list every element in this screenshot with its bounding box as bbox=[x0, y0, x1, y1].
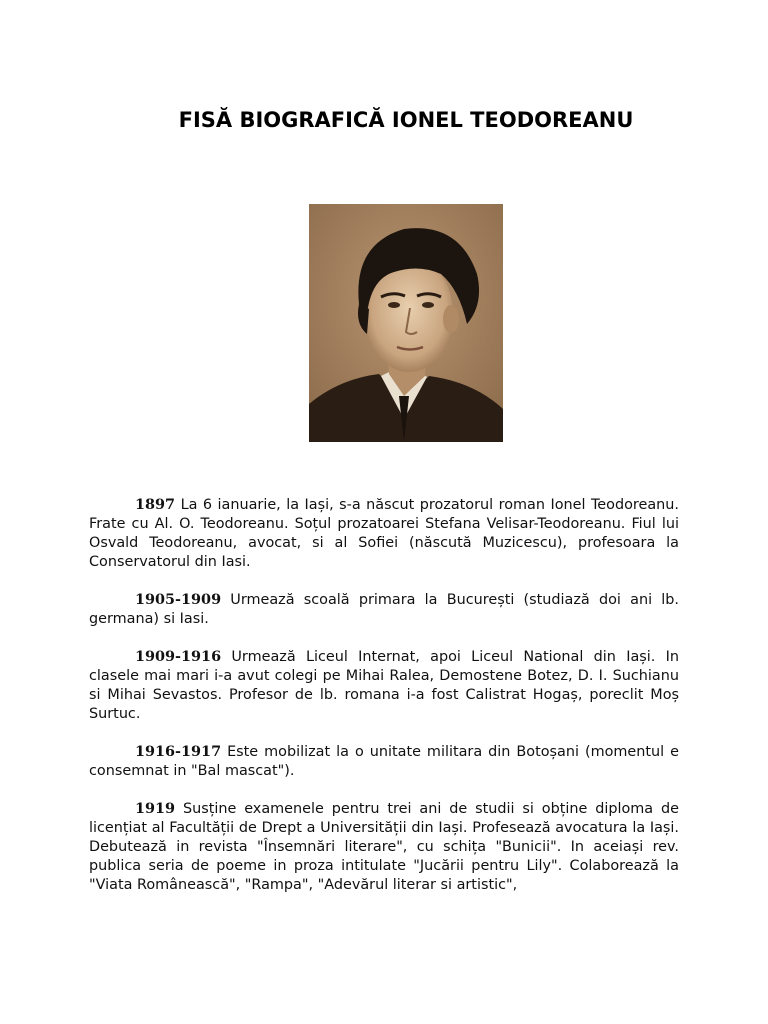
bio-entry bbox=[89, 495, 679, 572]
entry-text: La 6 ianuarie, la Iași, s-a născut prozatorul roman Ionel Teodoreanu. Frate cu Al. O. Teodoreanu. Soțul prozatoarei Stefana Velisar-Teodoreanu. Fiul lui Osvald Teodoreanu, avocat, si al Sofiei (născută Muzicescu), profesoara la Conservatorul din Iasi. bbox=[89, 497, 679, 570]
portrait-icon bbox=[309, 204, 503, 442]
bio-entry bbox=[89, 799, 679, 895]
entry-text: Este mobilizat la o unitate militara din Botoșani (momentul e consemnat in "Bal mascat"). bbox=[89, 744, 679, 779]
entry-text: Urmează Liceul Internat, apoi Liceul National din Iași. In clasele mai mari i-a avut colegi pe Mihai Ralea, Demostene Botez, D. I. Suchianu si Mihai Sevastos. Profesor de lb. romana i-a fost Calistrat Hogaș, poreclit Moș Surtuc. bbox=[89, 649, 680, 722]
page-title: FISĂ BIOGRAFICĂ IONEL TEODOREANU bbox=[178, 108, 634, 132]
entry-year: 1909-1916 bbox=[135, 648, 222, 665]
bio-entry bbox=[89, 647, 679, 724]
entry-year: 1905-1909 bbox=[135, 591, 222, 608]
entry-year: 1916-1917 bbox=[135, 743, 222, 760]
bio-entry bbox=[89, 590, 679, 629]
portrait-photo bbox=[309, 204, 503, 442]
entry-text: Susține examenele pentru trei ani de studii si obține diploma de licențiat al Facultății de Drept a Universității din Iași. Profesează avocatura la Iași. Debutează in revista "Însemnări literare", cu schița "Bunicii". In aceiași rev. publica seria de poeme in proza intitulate "Jucării pentru Lily". Colaborează la "Viata Românească", "Rampa", "Adevărul literar si artistic", bbox=[89, 801, 679, 893]
biography-text bbox=[89, 495, 679, 913]
entry-year: 1919 bbox=[135, 800, 176, 817]
entry-year: 1897 bbox=[135, 496, 176, 513]
entry-text: Urmează scoală primara la București (studiază doi ani lb. germana) si Iasi. bbox=[89, 592, 679, 627]
bio-entry bbox=[89, 742, 679, 781]
